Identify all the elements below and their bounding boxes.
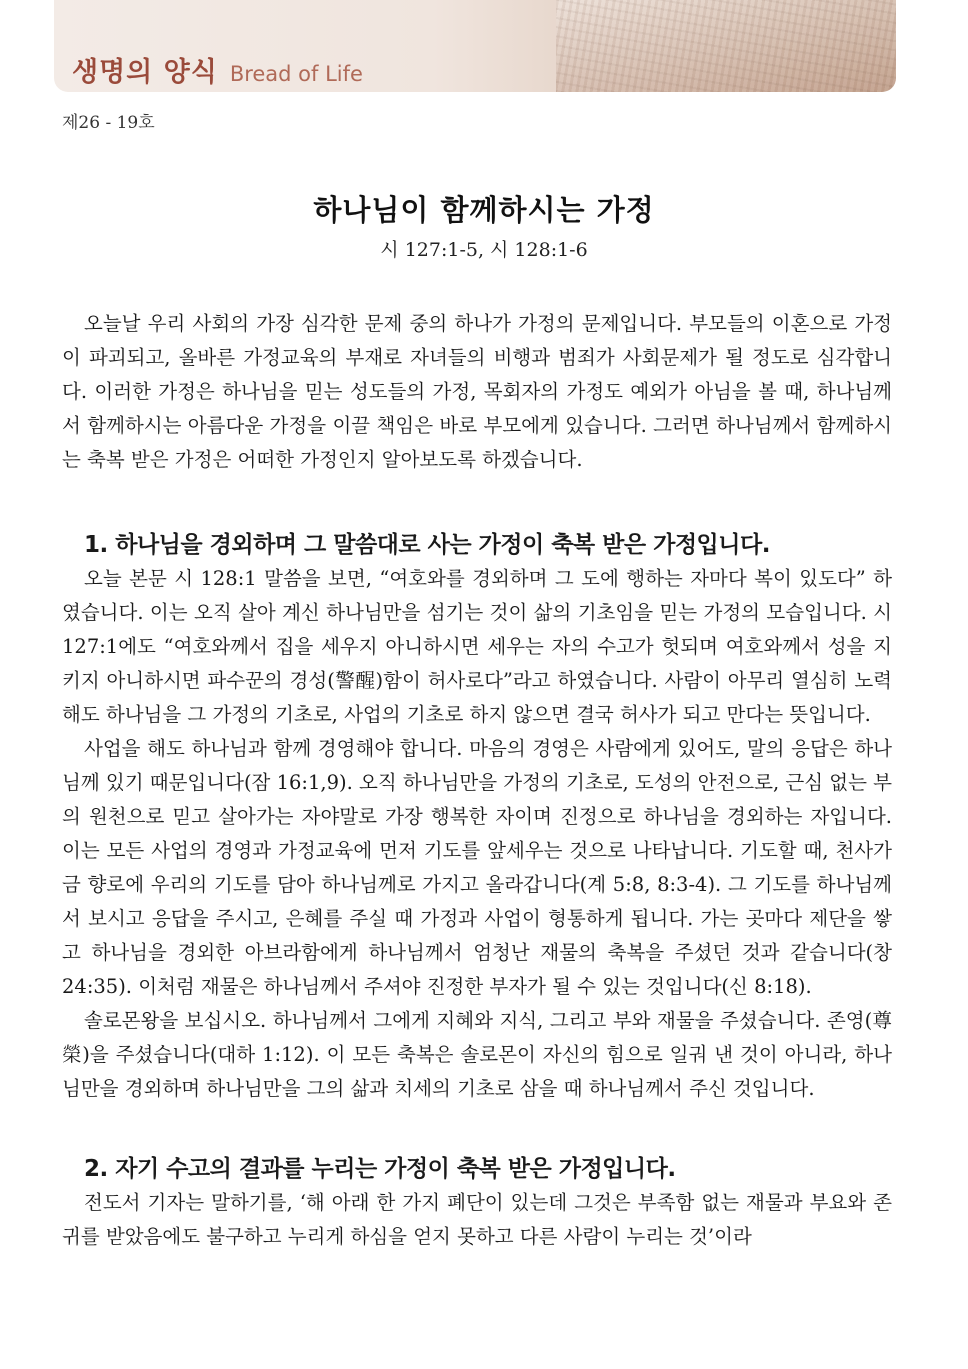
sermon-title-block: [0, 188, 968, 262]
header-photo-image: [556, 0, 896, 92]
sermon-body: [62, 307, 892, 1254]
section-1-paragraph-2: 사업을 해도 하나님과 함께 경영해야 합니다. 마음의 경영은 사람에게 있어도, 말의 응답은 하나님께 있기 때문입니다(잠 16:1,9). 오직 하나님만을 가정의 기초로, 도성의 안전으로, 근심 없는 부의 원천으로 믿고 살아가는 자야말로 가장 행복한 자이며 진정으로 하나님을 경외하는 자입니다. 이는 모든 사업의 경영과 가정교육에 먼저 기도를 앞세우는 것으로 나타납니다. 기도할 때, 천사가 금 향로에 우리의 기도를 담아 하나님께로 가지고 올라갑니다(계 5:8, 8:3-4). 그 기도를 하나님께서 보시고 응답을 주시고, 은혜를 주실 때 가정과 사업이 형통하게 됩니다. 가는 곳마다 제단을 쌓고 하나님을 경외한 아브라함에게 하나님께서 엄청난 재물의 축복을 주셨던 것과 같습니다(창 24:35). 이처럼 재물은 하나님께서 주셔야 진정한 부자가 될 수 있는 것입니다(신 8:18).: [62, 737, 892, 998]
section-1-paragraph-3: 솔로몬왕을 보십시오. 하나님께서 그에게 지혜와 지식, 그리고 부와 재물을 주셨습니다. 존영(尊榮)을 주셨습니다(대하 1:12). 이 모든 축복은 솔로몬이 자신의 힘으로 일궈 낸 것이 아니라, 하나님만을 경외하며 하나님만을 그의 삶과 치세의 기초로 삼을 때 하나님께서 주신 것입니다.: [62, 1009, 892, 1100]
header-title: [72, 50, 363, 89]
section-1-paragraph-1: 오늘 본문 시 128:1 말씀을 보면, “여호와를 경외하며 그 도에 행하는 자마다 복이 있도다” 하였습니다. 이는 오직 살아 계신 하나님만을 섬기는 것이 삶의 기초임을 믿는 가정의 모습입니다. 시 127:1에도 “여호와께서 집을 세우지 아니하시면 세우는 자의 수고가 헛되며 여호와께서 성을 지키지 아니하시면 파수꾼의 경성(警醒)함이 허사로다”라고 하였습니다. 사람이 아무리 열심히 노력해도 하나님을 그 가정의 기초로, 사업의 기초로 하지 않으면 결국 허사가 되고 만다는 뜻입니다.: [62, 567, 892, 726]
section-2-heading: 2. 자기 수고의 결과를 누리는 가정이 축복 받은 가정입니다.: [84, 1156, 676, 1182]
issue-number: 제26 - 19호: [62, 113, 155, 133]
scripture-reference: 시 127:1-5, 시 128:1-6: [380, 239, 588, 261]
header-title-korean: 생명의 양식: [72, 57, 218, 88]
section-2-paragraph-1: 전도서 기자는 말하기를, ‘해 아래 한 가지 폐단이 있는데 그것은 부족함 없는 재물과 부요와 존귀를 받았음에도 불구하고 누리게 하심을 얻지 못하고 다른 사람이 누리는 것’이라: [62, 1191, 892, 1248]
intro-paragraph: 오늘날 우리 사회의 가장 심각한 문제 중의 하나가 가정의 문제입니다. 부모들의 이혼으로 가정이 파괴되고, 올바른 가정교육의 부재로 자녀들의 비행과 범죄가 사회문제가 될 정도로 심각합니다. 이러한 가정은 하나님을 믿는 성도들의 가정, 목회자의 가정도 예외가 아님을 볼 때, 하나님께서 함께하시는 아름다운 가정을 이끌 책임은 바로 부모에게 있습니다. 그러면 하나님께서 함께하시는 축복 받은 가정은 어떠한 가정인지 알아보도록 하겠습니다.: [62, 312, 892, 471]
section-1-heading: 1. 하나님을 경외하며 그 말씀대로 사는 가정이 축복 받은 가정입니다.: [84, 532, 770, 558]
header-title-english: Bread of Life: [229, 62, 363, 86]
sermon-title: 하나님이 함께하시는 가정: [313, 193, 655, 227]
